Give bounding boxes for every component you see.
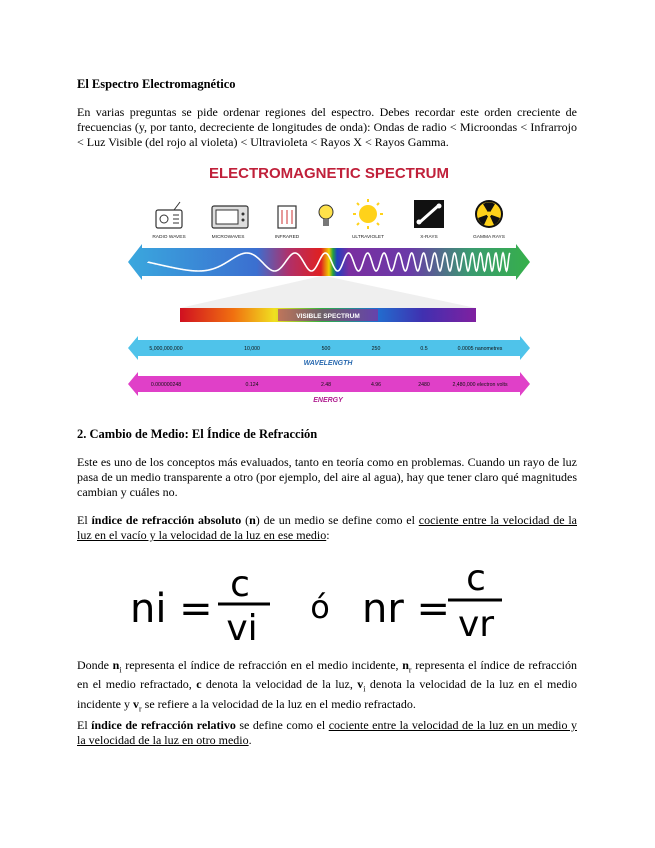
formula-den-vr: vr	[457, 604, 495, 645]
visible-funnel	[180, 276, 476, 308]
symbol: v	[132, 696, 139, 711]
xray-bone-icon	[414, 200, 444, 228]
radio-icon	[156, 202, 182, 228]
text: denota la velocidad de la luz,	[201, 677, 358, 692]
energy-value: 0.000000248	[150, 382, 182, 388]
section2-title: 2. Cambio de Medio: El Índice de Refracción	[77, 427, 318, 441]
subscript: i	[119, 665, 122, 675]
radiation-icon	[475, 200, 503, 228]
category-label: X-RAYS	[420, 235, 438, 240]
wavelength-label: WAVELENGTH	[303, 360, 353, 367]
category-label: ULTRAVIOLET	[351, 235, 385, 240]
wavelength-value: 0.0005 nanometres	[457, 346, 503, 352]
symbol: n	[112, 658, 120, 672]
category-label: MICROWAVES	[211, 235, 245, 240]
energy-value: 2.48	[320, 382, 332, 388]
absolute-index-paragraph	[77, 513, 577, 543]
figure-title: ELECTROMAGNETIC SPECTRUM	[209, 165, 449, 182]
symbol: c	[196, 677, 202, 692]
text: representa el índice de refracción en el medio incidente,	[121, 658, 403, 672]
category-label: RADIO WAVES	[152, 235, 186, 240]
wavelength-value: 500	[321, 346, 331, 352]
formula-den-vi: vi	[226, 608, 258, 648]
microwave-icon	[212, 206, 248, 228]
n-symbol: n	[249, 513, 256, 527]
energy-label: ENERGY	[313, 397, 343, 404]
text: :	[326, 528, 330, 542]
formula-num-c: c	[466, 558, 486, 599]
refraction-formula	[130, 556, 510, 648]
category-label: GAMMA RAYS	[473, 235, 505, 240]
energy-value: 0.124	[245, 382, 259, 388]
text: representa el índice de refracción en el medio refractado,	[77, 658, 577, 692]
section1-body: En varias preguntas se pide ordenar regiones del espectro. Debes recordar este orden creciente de frecuencias (y, por tanto, decreciente de longitudes de onda): Ondas de radio < Microondas < Infrarrojo < Luz Visible (del rojo al violeta) < Ultravioleta < Rayos X < Rayos Gamma.	[77, 105, 577, 149]
em-spectrum-figure	[128, 158, 530, 404]
text: El	[77, 513, 92, 527]
text: (	[241, 513, 250, 527]
sun-icon	[353, 199, 383, 229]
text: .	[248, 733, 252, 747]
subscript: r	[138, 704, 142, 714]
subscript: r	[408, 665, 412, 675]
wavelength-value: 10,000	[244, 346, 260, 352]
energy-value: 2,480,000 electron volts	[452, 382, 508, 388]
relative-index-term: índice de refracción relativo	[91, 718, 236, 732]
energy-value: 4.96	[370, 382, 382, 388]
section2-intro: Este es uno de los conceptos más evaluados, tanto en teoría como en problemas. Cuando un rayo de luz pasa de un medio transparente a otro (por ejemplo, del aire al agua), hay que tener claro qué magnitudes cambian y cuáles no.	[77, 455, 577, 499]
wavelength-value: 250	[371, 346, 381, 352]
heater-icon	[278, 206, 296, 228]
category-label: VISIBLE	[316, 235, 336, 240]
text: Donde	[77, 658, 113, 672]
energy-value: 2480	[418, 382, 430, 388]
section1-title: El Espectro Electromagnético	[77, 77, 236, 91]
formula-lhs-nr: nr =	[362, 586, 451, 632]
wavelength-value: 0.5	[420, 346, 428, 352]
donde-paragraph	[77, 658, 577, 716]
text: ) de un medio se define como el	[255, 513, 419, 527]
relative-index-definition: cociente entre la velocidad de la luz en un medio y la velocidad de la luz en otro medio	[77, 718, 577, 747]
relative-index-paragraph	[77, 718, 577, 748]
text: denota la velocidad de la luz en el medio incidente y	[77, 677, 577, 711]
subscript: i	[363, 684, 366, 694]
formula-num-c: c	[230, 564, 250, 605]
visible-spectrum-label: VISIBLE SPECTRUM	[296, 313, 360, 320]
category-label: INFRARED	[274, 235, 300, 240]
absolute-index-term: índice de refracción absoluto	[91, 513, 242, 527]
symbol: n	[402, 658, 409, 672]
absolute-index-definition: cociente entre la velocidad de la luz en el vacío y la velocidad de la luz en ese medio	[77, 513, 577, 542]
symbol: v	[357, 677, 364, 692]
text: El	[77, 718, 92, 732]
text: se refiere a la velocidad de la luz en el medio refractado.	[141, 696, 416, 711]
wavelength-value: 5,000,000,000	[149, 346, 183, 352]
text: se define como el	[235, 718, 329, 732]
formula-or: ó	[310, 588, 330, 626]
lightbulb-icon	[319, 205, 333, 226]
formula-lhs-ni: ni =	[130, 586, 213, 632]
